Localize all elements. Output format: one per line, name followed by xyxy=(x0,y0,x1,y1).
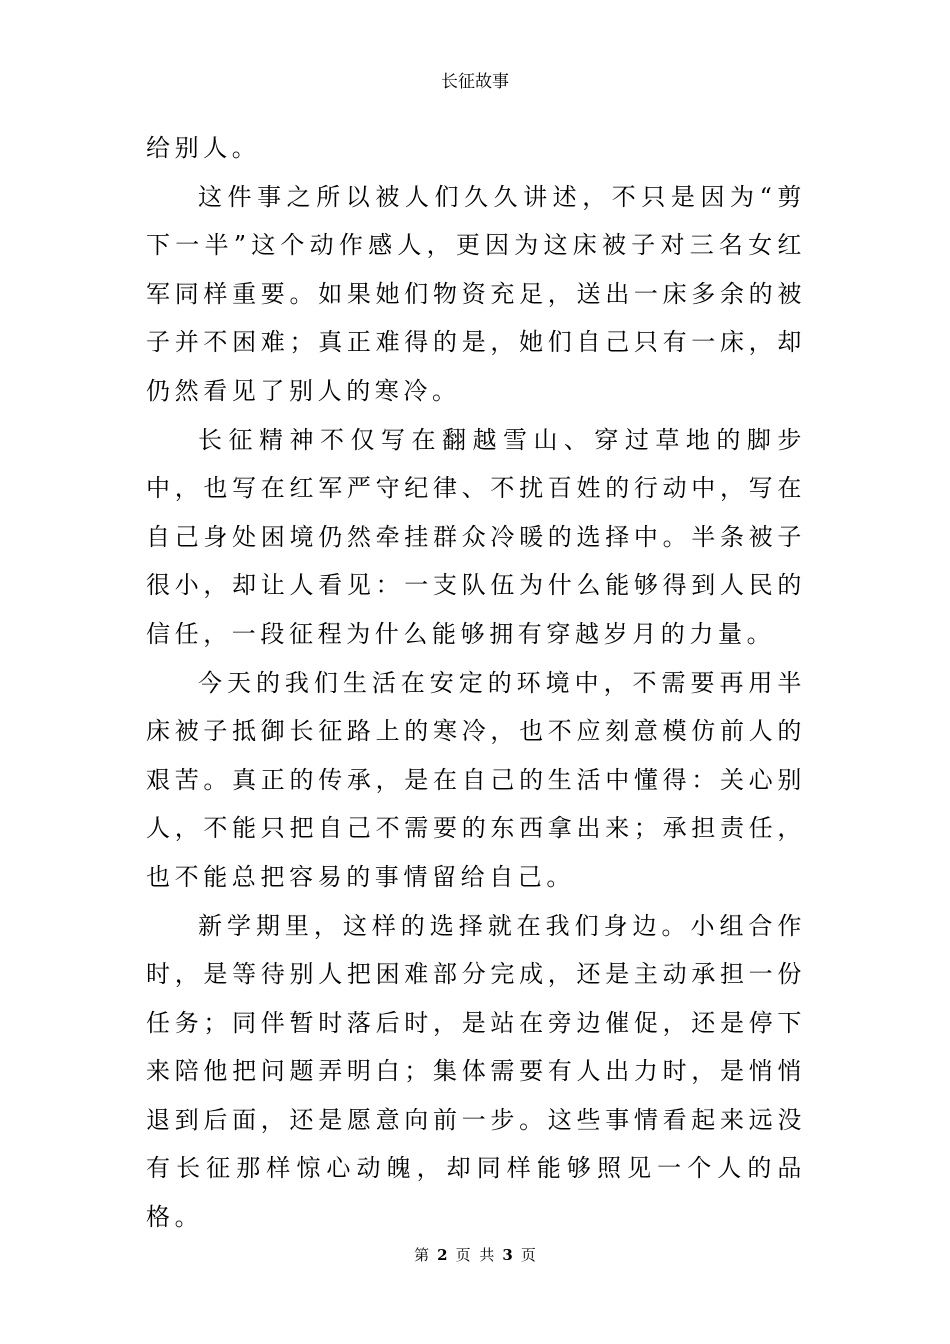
footer-total-word: 共 xyxy=(479,1246,495,1264)
paragraph: 新学期里，这样的选择就在我们身边。小组合作时，是等待别人把困难部分完成，还是主动承担一份任务；同伴暂时落后时，是站在旁边催促，还是停下来陪他把问题弄明白；集体需要有人出力时，是悄悄退到后面，还是愿意向前一步。这些事情看起来远没有长征那样惊心动魄，却同样能够照见一个人的品格。 xyxy=(146,911,806,1232)
paragraph: 今天的我们生活在安定的环境中，不需要再用半床被子抵御长征路上的寒冷，也不应刻意模仿前人的艰苦。真正的传承，是在自己的生活中懂得：关心别人，不能只把自己不需要的东西拿出来；承担责任，也不能总把容易的事情留给自己。 xyxy=(146,668,806,891)
paragraph: 这件事之所以被人们久久讲述，不只是因为“剪下一半”这个动作感人，更因为这床被子对三名女红军同样重要。如果她们物资充足，送出一床多余的被子并不困难；真正难得的是，她们自己只有一床，却仍然看见了别人的寒冷。 xyxy=(146,182,806,405)
page-header xyxy=(0,70,950,94)
body-text xyxy=(146,124,806,1242)
footer-suffix: 页 xyxy=(520,1246,536,1264)
footer-page-word: 页 xyxy=(455,1246,471,1264)
paragraph: 给别人。 xyxy=(146,134,261,162)
paragraph: 长征精神不仅写在翻越雪山、穿过草地的脚步中，也写在红军严守纪律、不扰百姓的行动中，写在自己身处困境仍然牵挂群众冷暖的选择中。半条被子很小，却让人看见：一支队伍为什么能够得到人民的信任，一段征程为什么能够拥有穿越岁月的力量。 xyxy=(146,425,806,648)
page-footer xyxy=(0,1244,950,1266)
total-pages-number: 3 xyxy=(502,1246,513,1264)
current-page-number: 2 xyxy=(437,1246,448,1264)
header-title: 长征故事 xyxy=(441,72,509,92)
footer-prefix: 第 xyxy=(414,1246,430,1264)
